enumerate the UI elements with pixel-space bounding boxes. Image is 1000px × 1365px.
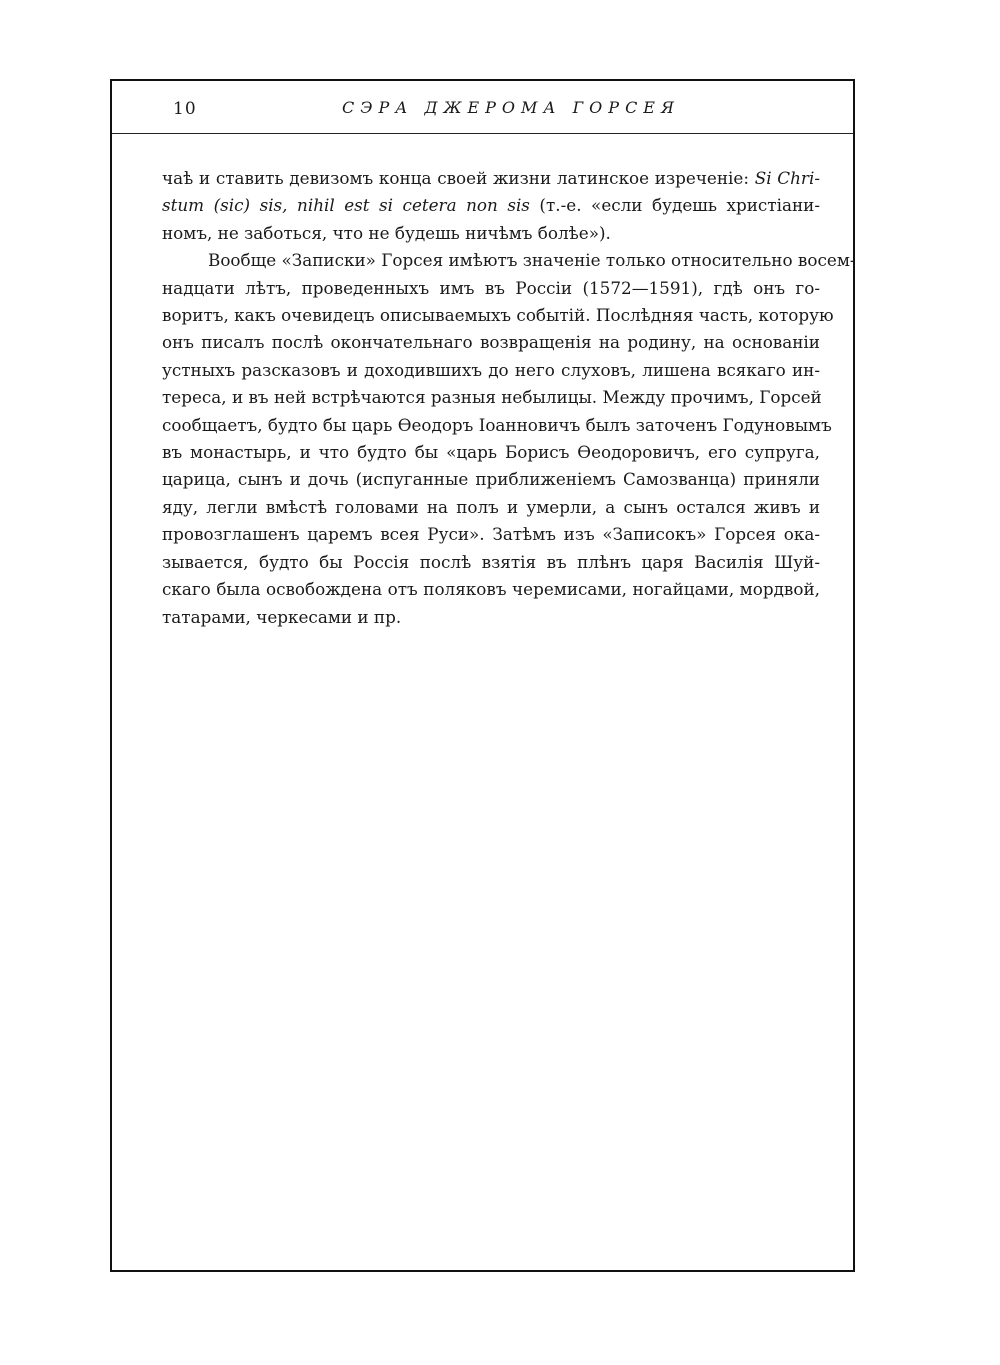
- text-line: провозглашенъ царемъ всея Руси». Затѣмъ изъ «Записокъ» Горсея ока-: [162, 524, 820, 545]
- text-line: татарами, черкесами и пр.: [162, 606, 402, 627]
- text-line: воритъ, какъ очевидецъ описываемыхъ событій. Послѣдняя часть, которую: [162, 305, 834, 326]
- text-line: надцати лѣтъ, проведенныхъ имъ въ Россіи (1572—1591), гдѣ онъ го-: [162, 277, 820, 298]
- page-header: [112, 81, 853, 134]
- text-line: въ монастырь, и что будто бы «царь Борисъ Ѳеодоровичъ, его супруга,: [162, 442, 820, 463]
- text-line: тереса, и въ ней встрѣчаются разныя небылицы. Между прочимъ, Горсей: [162, 387, 822, 408]
- text-line: устныхъ разсказовъ и доходившихъ до него слуховъ, лишена всякаго ин-: [162, 359, 820, 380]
- text-line: чаѣ и ставить девизомъ конца своей жизни латинское изреченіе: Si Chri-: [162, 168, 820, 188]
- text-line: Вообще «Записки» Горсея имѣютъ значеніе только относительно восем-: [208, 250, 856, 271]
- text-line: царица, сынъ и дочь (испуганные приближеніемъ Самозванца) приняли: [162, 469, 820, 490]
- text-line: номъ, не заботься, что не будешь ничѣмъ болѣе»).: [162, 222, 611, 243]
- text-line: скаго была освобождена отъ поляковъ черемисами, ногайцами, мордвой,: [162, 579, 820, 600]
- text-line: яду, легли вмѣстѣ головами на полъ и умерли, а сынъ остался живъ и: [162, 496, 820, 517]
- text-line: stum (sic) sis, nihil est si cetera non sis (т.-е. «если будешь христіани-: [162, 195, 820, 216]
- page-number: 10: [173, 99, 197, 119]
- text-line: онъ писалъ послѣ окончательнаго возвращенія на родину, на основаніи: [162, 332, 820, 353]
- body-text: [162, 165, 856, 631]
- running-title: СЭРА ДЖЕРОМА ГОРСЕЯ: [342, 98, 680, 117]
- text-line: зывается, будто бы Россія послѣ взятія въ плѣнъ царя Василія Шуй-: [162, 551, 820, 572]
- text-line: сообщаетъ, будто бы царь Ѳеодоръ Іоанновичъ былъ заточенъ Годуновымъ: [162, 414, 832, 435]
- page-frame: [110, 79, 855, 1272]
